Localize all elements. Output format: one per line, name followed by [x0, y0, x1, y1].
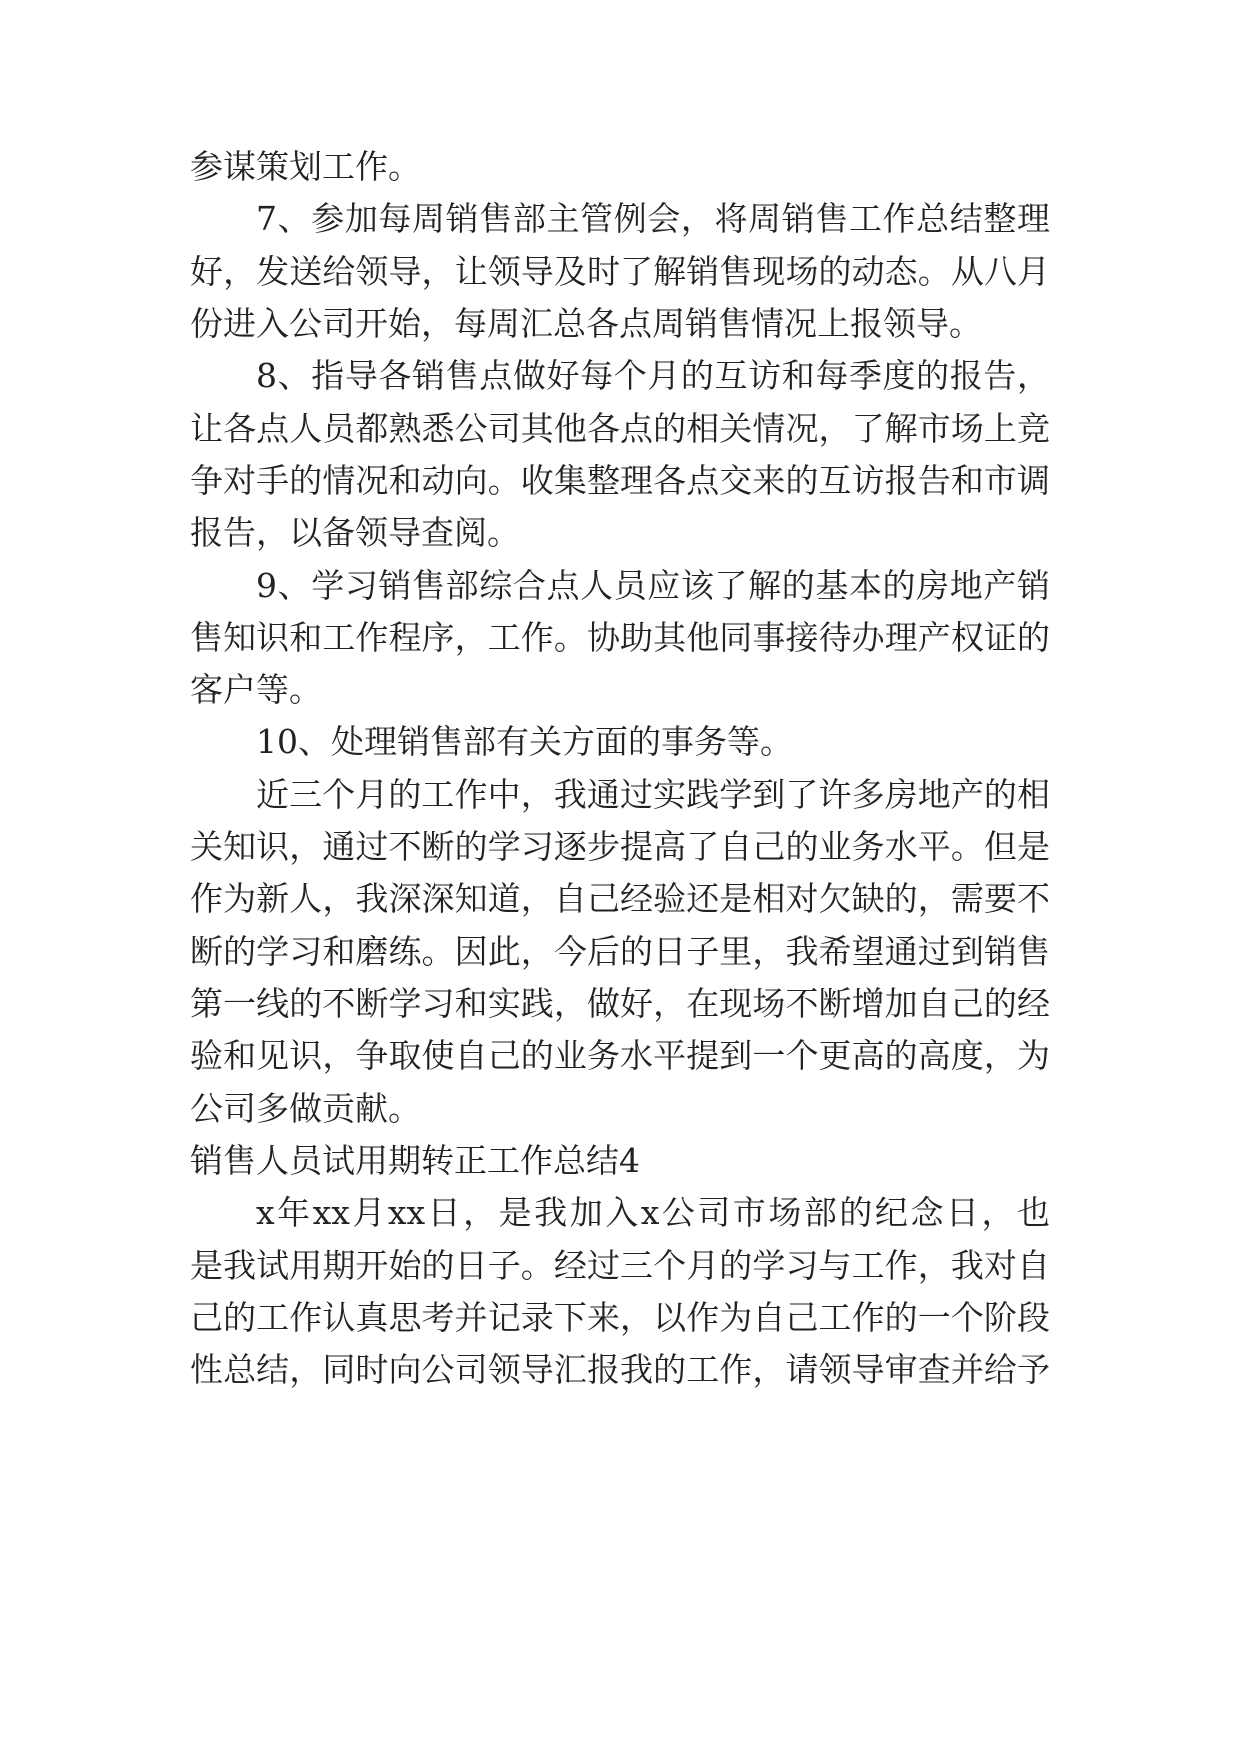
paragraph-9-line: 9、学习销售部综合点人员应该了解的基本的房地产销 [256, 566, 1050, 605]
text-line: 参谋策划工作。 [190, 147, 421, 186]
summary-paragraph-line: 近三个月的工作中，我通过实践学到了许多房地产的相 [256, 775, 1050, 814]
text-line: 第一线的不断学习和实践，做好，在现场不断增加自己的经 [190, 984, 1050, 1023]
paragraph-10-line: 10、处理销售部有关方面的事务等。 [256, 722, 793, 761]
text-line: 报告，以备领导查阅。 [190, 513, 520, 552]
text-line: 是我试用期开始的日子。经过三个月的学习与工作，我对自 [190, 1246, 1050, 1285]
text-line: 性总结，同时向公司领导汇报我的工作，请领导审查并给予 [190, 1350, 1050, 1389]
text-line: 己的工作认真思考并记录下来，以作为自己工作的一个阶段 [190, 1298, 1050, 1337]
text-line: 争对手的情况和动向。收集整理各点交来的互访报告和市调 [190, 461, 1050, 500]
paragraph-7-line: 7、参加每周销售部主管例会，将周销售工作总结整理 [256, 199, 1050, 238]
text-line: 断的学习和磨练。因此，今后的日子里，我希望通过到销售 [190, 932, 1050, 971]
paragraph-8-line: 8、指导各销售点做好每个月的互访和每季度的报告， [256, 356, 1050, 395]
text-line: 好，发送给领导，让领导及时了解销售现场的动态。从八月 [190, 252, 1050, 291]
text-line: 客户等。 [190, 670, 322, 709]
text-line: 份进入公司开始，每周汇总各点周销售情况上报领导。 [190, 304, 982, 343]
section-paragraph-line: x年xx月xx日，是我加入x公司市场部的纪念日，也 [256, 1193, 1050, 1232]
text-line: 让各点人员都熟悉公司其他各点的相关情况，了解市场上竞 [190, 409, 1050, 448]
text-line: 作为新人，我深深知道，自己经验还是相对欠缺的，需要不 [190, 879, 1050, 918]
text-line: 关知识，通过不断的学习逐步提高了自己的业务水平。但是 [190, 827, 1050, 866]
section-heading: 销售人员试用期转正工作总结4 [190, 1141, 640, 1180]
text-line: 验和见识，争取使自己的业务水平提到一个更高的高度，为 [190, 1036, 1050, 1075]
text-line: 公司多做贡献。 [190, 1089, 421, 1128]
text-line: 售知识和工作程序，工作。协助其他同事接待办理产权证的 [190, 618, 1050, 657]
